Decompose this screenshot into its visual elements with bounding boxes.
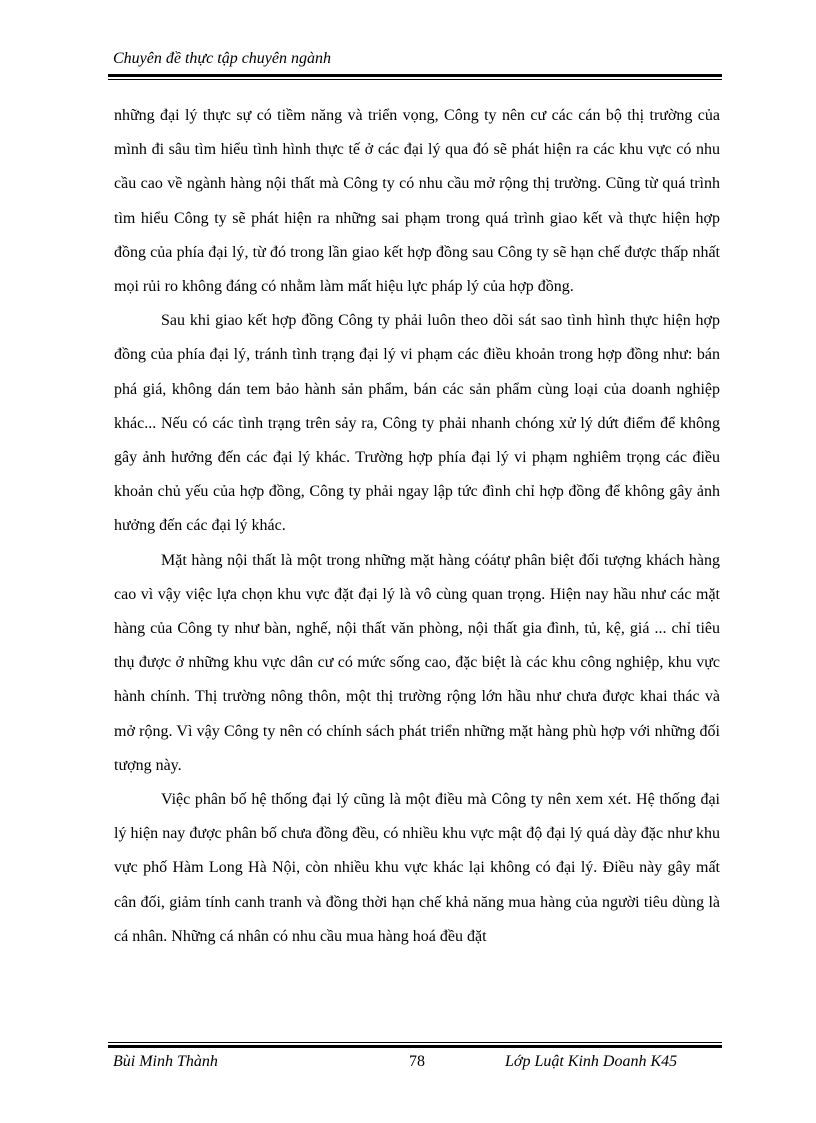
page-number: 78 [409,1053,425,1070]
paragraph-2: Sau khi giao kết hợp đồng Công ty phải luôn theo dõi sát sao tình hình thực hiện hợp đồng của phía đại lý, tránh tình trạng đại lý vi phạm các điều khoản trong hợp đồng như: bán phá giá, không dán tem bảo hành sản phẩm, bán các sản phẩm cùng loại của doanh nghiệp khác... Nếu có các tình trạng trên sảy ra, Công ty phải nhanh chóng xử lý dứt điểm để không gây ảnh hưởng đến các đại lý khác. Trường hợp phía đại lý vi phạm nghiêm trọng các điều khoản chủ yếu của hợp đồng, Công ty phải ngay lập tức đình chỉ hợp đồng để không gây ảnh hưởng đến các đại lý khác. [114,312,720,535]
footer-rule-thick [108,1045,722,1048]
header-rule-thick [108,74,722,77]
header-rule-thin [108,79,722,80]
body-text [114,99,720,954]
footer-author: Bùi Minh Thành [113,1053,218,1070]
paragraph-1: những đại lý thực sự có tiềm năng và triển vọng, Công ty nên cư các cán bộ thị trường của mình đi sâu tìm hiểu tình hình thực tế ở các đại lý qua đó sẽ phát hiện ra các khu vực có nhu cầu cao về ngành hàng nội thất mà Công ty có nhu cầu mở rộng thị trường. Cũng từ quá trình tìm hiểu Công ty sẽ phát hiện ra những sai phạm trong quá trình giao kết và thực hiện hợp đồng của phía đại lý, từ đó trong lần giao kết hợp đồng sau Công ty sẽ hạn chế được thấp nhất mọi rủi ro không đáng có nhằm làm mất hiệu lực pháp lý của hợp đồng. [114,107,720,296]
footer-rule-thin [108,1042,722,1043]
paragraph-4: Việc phân bố hệ thống đại lý cũng là một điều mà Công ty nên xem xét. Hệ thống đại lý hiện nay được phân bố chưa đồng đều, có nhiều khu vực mật độ đại lý quá dày đặc như khu vực phố Hàm Long Hà Nội, còn nhiều khu vực khác lại không có đại lý. Điều này gây mất cân đối, giảm tính canh tranh và đồng thời hạn chế khả năng mua hàng của người tiêu dùng là cá nhân. Những cá nhân có nhu cầu mua hàng hoá đều đặt [114,791,720,945]
footer-class-name: Lớp Luật Kinh Doanh K45 [505,1053,678,1070]
header-title: Chuyên đề thực tập chuyên ngành [113,50,331,67]
paragraph-3: Mặt hàng nội thất là một trong những mặt hàng cóátự phân biệt đối tượng khách hàng cao vì vậy việc lựa chọn khu vực đặt đại lý là vô cùng quan trọng. Hiện nay hầu như các mặt hàng của Công ty như bàn, nghế, nội thất văn phòng, nội thất gia đình, tủ, kệ, giá ... chỉ tiêu thụ được ở những khu vực dân cư có mức sống cao, đặc biệt là các khu công nghiệp, khu vực hành chính. Thị trường nông thôn, một thị trường rộng lớn hầu như chưa được khai thác và mở rộng. Vì vậy Công ty nên có chính sách phát triển những mặt hàng phù hợp với những đối tượng này. [114,551,720,774]
